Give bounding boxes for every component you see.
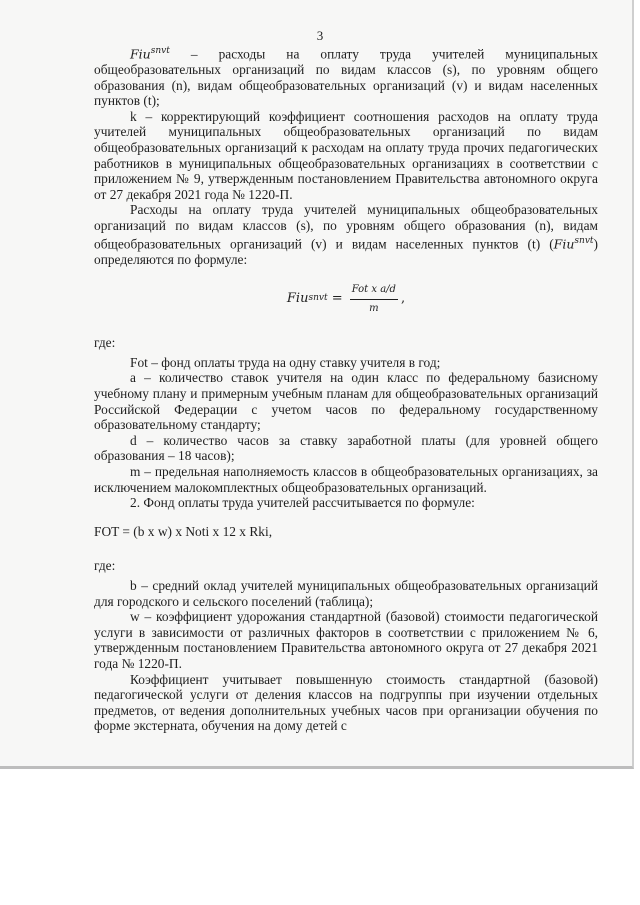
- definition-d: d – количество часов за ставку заработной платы (для уровней общего образования – 18 часов);: [94, 432, 598, 464]
- paragraph-expenses-tail: определяются по формуле:: [94, 251, 248, 267]
- formula-lhs-superscript: snvt: [308, 293, 328, 304]
- formula-equals: =: [327, 291, 347, 307]
- paragraph-expenses-text: Расходы на оплату труда учителей муниципальных общеобразовательных организаций по видам классов (s), по уровням общего образования (n), видам общеобразовательных организаций (v) и видам населенных пунктов (t) (: [94, 202, 598, 252]
- definition-a: a – количество ставок учителя на один класс по федеральному базисному учебному плану и примерным учебным планам для общеобразовательных организаций Российской Федерации с учетом часов по федеральному государственному образовательному стандарту;: [94, 370, 598, 433]
- paragraph-k-definition: k – корректирующий коэффициент соотношения расходов на оплату труда учителей муниципальных общеобразовательных организаций по видам общеобразовательных организаций к расходам на оплату труда прочих педагогических работников в муниципальных общеобразовательных организациях в соответствии с приложением № 9, утвержденным постановлением Правительства автономного округа от 27 декабря 2021 года № 1220-П.: [94, 108, 598, 202]
- page-number: 3: [316, 28, 324, 43]
- formula-numerator: Fot x a/d: [350, 282, 398, 300]
- math-superscript-snvt: snvt: [150, 46, 170, 56]
- paragraph-coefficient: Коэффициент учитывает повышенную стоимость стандартной (базовой) педагогической услуги от деления классов на подгруппы при изучении отдельных предметов, от ведения дополнительных учебных часов при организации обучения по форме экстерната, обучения на дому детей с: [94, 671, 598, 734]
- formula-lhs: Fiu: [286, 291, 309, 307]
- formula-fiu: [94, 279, 598, 319]
- definition-fot: Fot – фонд оплаты труда на одну ставку учителя в год;: [130, 354, 441, 370]
- math-variable-fiu: Fiu: [553, 236, 575, 252]
- paragraph-expenses: [94, 202, 598, 267]
- formula-denominator: m: [369, 302, 379, 314]
- definition-m: m – предельная наполняемость классов в общеобразовательных организациях, за исключением малокомплектных общеобразовательных организаций.: [94, 464, 598, 495]
- item-2-heading: 2. Фонд оплаты труда учителей рассчитывается по формуле:: [130, 495, 475, 511]
- math-variable-fiu: Fiu: [130, 46, 151, 62]
- paragraph-expenses-close: ): [593, 236, 598, 252]
- formula-comma: ,: [400, 291, 406, 307]
- paragraph-fiu-text: – расходы на оплату труда учителей муниципальных общеобразовательных организаций по видам классов (s), по уровням общего образования (n), видам общеобразовательных организаций (v) и видам населенных пунктов (t);: [94, 46, 598, 109]
- document-body: [94, 44, 598, 734]
- where-label: где:: [94, 558, 116, 574]
- definition-w: w – коэффициент удорожания стандартной (базовой) стоимости педагогической услуги в зависимости от различных факторов в соответствии с приложением № 6, утвержденным постановлением Правительства автономного округа от 27 декабря 2021 года № 1220-П.: [94, 609, 598, 671]
- formula-fot: FOT = (b x w) x Noti x 12 x Rki,: [94, 523, 273, 539]
- where-label: где:: [94, 335, 116, 351]
- paragraph-fiu-definition: [94, 44, 598, 109]
- definition-b: b – средний оклад учителей муниципальных общеобразовательных организаций для городского и сельского поселений (таблица);: [94, 577, 598, 609]
- math-superscript-snvt: snvt: [574, 235, 594, 246]
- formula-fraction: [350, 282, 398, 316]
